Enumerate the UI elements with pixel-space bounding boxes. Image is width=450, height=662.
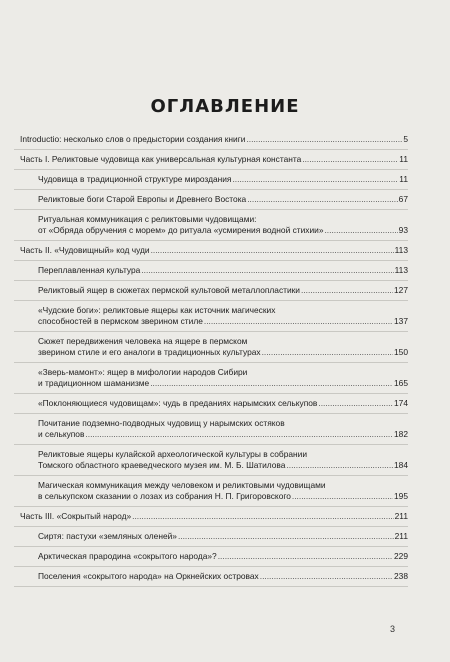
toc-leader-dots xyxy=(150,378,393,389)
toc-entry-title: Сиртя: пастухи «земляных оленей» xyxy=(38,531,177,541)
toc-entry-title: Чудовища в традиционной структуре мироздания xyxy=(38,174,232,184)
toc-entry-page: 137 xyxy=(394,316,408,326)
toc-entry-title: и традиционном шаманизме xyxy=(38,378,150,388)
toc-entry-page: 127 xyxy=(394,285,408,295)
toc-leader-dots xyxy=(232,174,398,185)
toc-leader-dots xyxy=(262,347,393,358)
toc-entry-page: 174 xyxy=(394,398,408,408)
toc-chapter-entry xyxy=(14,301,408,332)
toc-entry-title: Арктическая прародина «сокрытого народа»? xyxy=(38,551,217,561)
toc-chapter-entry xyxy=(14,414,408,445)
toc-entry-title: Ритуальная коммуникация с реликтовыми чудовищами: xyxy=(38,214,257,224)
toc-entry-page: 229 xyxy=(394,551,408,561)
toc-part-entry xyxy=(14,130,408,150)
toc-entry-page: 150 xyxy=(394,347,408,357)
toc-entry-page: 113 xyxy=(394,265,408,275)
toc-entry-title: и селькупов xyxy=(38,429,85,439)
table-of-contents xyxy=(14,130,408,587)
toc-entry-title: Сюжет передвижения человека на ящере в пермском xyxy=(38,336,248,346)
toc-part-entry xyxy=(14,150,408,170)
toc-chapter-entry xyxy=(14,567,408,587)
toc-chapter-entry xyxy=(14,527,408,547)
toc-entry-title: «Зверь-мамонт»: ящер в мифологии народов Сибири xyxy=(38,367,248,377)
toc-entry-title: Реликтовые боги Старой Европы и Древнего Востока xyxy=(38,194,247,204)
toc-entry-page: 238 xyxy=(394,571,408,581)
toc-entry-title: Часть III. «Сокрытый народ» xyxy=(20,511,132,521)
toc-entry-page: 211 xyxy=(394,531,408,541)
toc-leader-dots xyxy=(151,245,394,256)
toc-entry-title: от «Обряда обручения с морем» до ритуала «усмирения водной стихии» xyxy=(38,225,324,235)
toc-leader-dots xyxy=(292,491,393,502)
toc-entry-title: Реликтовый ящер в сюжетах пермской культовой металлопластики xyxy=(38,285,300,295)
toc-chapter-entry xyxy=(14,476,408,507)
toc-entry-title: Магическая коммуникация между человеком и реликтовыми чудовищами xyxy=(38,480,326,490)
toc-leader-dots xyxy=(132,511,394,522)
toc-leader-dots xyxy=(218,551,393,562)
toc-entry-page: 211 xyxy=(394,511,408,521)
toc-chapter-entry xyxy=(14,170,408,190)
toc-entry-page: 5 xyxy=(403,134,408,144)
toc-entry-page: 113 xyxy=(394,245,408,255)
toc-entry-page: 67 xyxy=(398,194,408,204)
toc-entry-title: Часть I. Реликтовые чудовища как универсальная культурная константа xyxy=(20,154,302,164)
toc-entry-title: Introductio: несколько слов о предыстории создания книги xyxy=(20,134,246,144)
toc-leader-dots xyxy=(246,134,402,145)
toc-chapter-entry xyxy=(14,332,408,363)
page-number: 3 xyxy=(390,624,396,634)
toc-chapter-entry xyxy=(14,190,408,210)
toc-chapter-entry xyxy=(14,261,408,281)
toc-entry-page: 11 xyxy=(399,154,408,164)
toc-chapter-entry xyxy=(14,281,408,301)
toc-leader-dots xyxy=(260,571,393,582)
toc-entry-title: Поселения «сокрытого народа» на Оркнейских островах xyxy=(38,571,259,581)
toc-entry-title: Переплавленная культура xyxy=(38,265,141,275)
toc-part-entry xyxy=(14,241,408,261)
toc-leader-dots xyxy=(85,429,393,440)
toc-entry-title: «Чудские боги»: реликтовые ящеры как источник магических xyxy=(38,305,276,315)
toc-chapter-entry xyxy=(14,363,408,394)
toc-leader-dots xyxy=(141,265,393,276)
toc-entry-title: зверином стиле и его аналоги в традиционных культурах xyxy=(38,347,261,357)
toc-leader-dots xyxy=(324,225,397,236)
toc-leader-dots xyxy=(302,154,398,165)
toc-entry-title: Томского областного краеведческого музея им. М. Б. Шатилова xyxy=(38,460,286,470)
toc-chapter-entry xyxy=(14,210,408,241)
toc-entry-page: 195 xyxy=(394,491,408,501)
toc-entry-page: 165 xyxy=(394,378,408,388)
toc-chapter-entry xyxy=(14,547,408,567)
toc-entry-page: 184 xyxy=(394,460,408,470)
toc-leader-dots xyxy=(318,398,393,409)
toc-entry-title: в селькупском сказании о лозах из собрания Н. П. Григоровского xyxy=(38,491,291,501)
toc-chapter-entry xyxy=(14,394,408,414)
toc-leader-dots xyxy=(204,316,393,327)
toc-entry-title: Реликтовые ящеры кулайской археологической культуры в собрании xyxy=(38,449,307,459)
toc-leader-dots xyxy=(178,531,394,542)
toc-entry-page: 182 xyxy=(394,429,408,439)
toc-entry-title: Часть II. «Чудовищный» код чуди xyxy=(20,245,150,255)
toc-chapter-entry xyxy=(14,445,408,476)
toc-part-entry xyxy=(14,507,408,527)
toc-entry-title: Почитание подземно-подводных чудовищ у нарымских остяков xyxy=(38,418,285,428)
toc-leader-dots xyxy=(301,285,393,296)
bleed-through-text xyxy=(120,22,370,94)
page-title: ОГЛАВЛЕНИЕ xyxy=(150,96,300,117)
toc-leader-dots xyxy=(286,460,393,471)
toc-leader-dots xyxy=(247,194,397,205)
toc-entry-title: способностей в пермском зверином стиле xyxy=(38,316,203,326)
toc-entry-title: «Поклоняющиеся чудовищам»: чудь в преданиях нарымских селькупов xyxy=(38,398,318,408)
toc-entry-page: 11 xyxy=(399,174,408,184)
toc-entry-page: 93 xyxy=(398,225,408,235)
